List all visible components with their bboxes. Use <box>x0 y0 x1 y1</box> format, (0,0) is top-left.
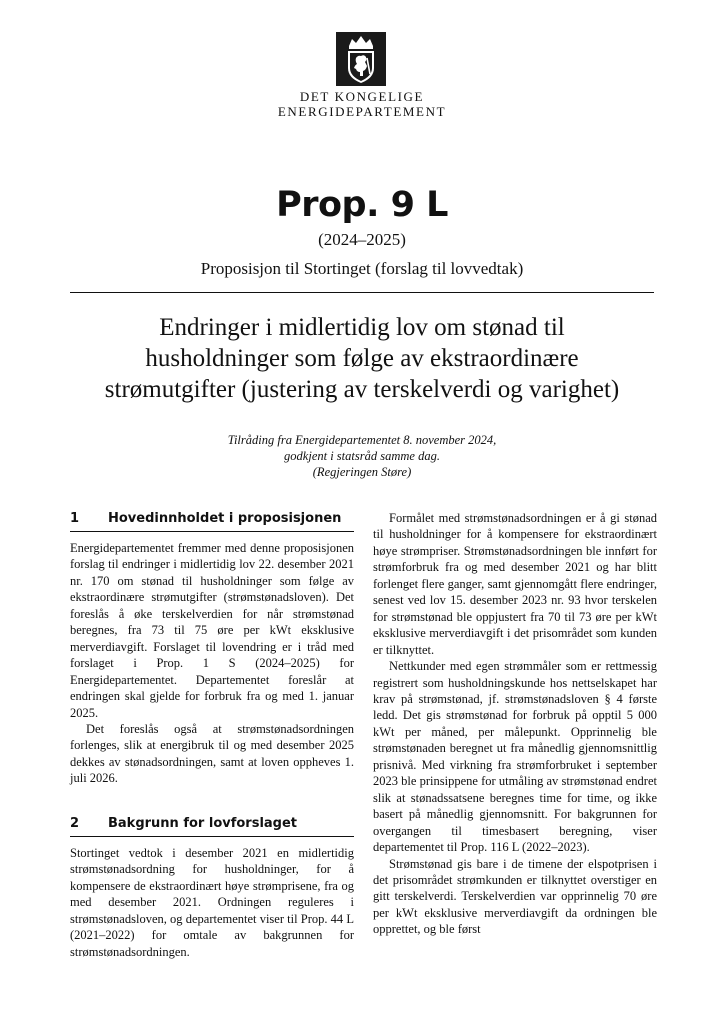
approval-line: Tilråding fra Energidepartementet 8. november 2024, <box>227 433 497 447</box>
paragraph: Strømstønad gis bare i de timene der elspotprisen i det prisområdet strømkunden er tilknyttet overstiger en gitt terskelverdi. Terskelverdien var opprinnelig 70 øre per kWt eksklusive merverdiavgift da ordningen ble opprettet, og ble først <box>373 856 657 937</box>
main-title-line: husholdninger som følge av ekstraordinære <box>145 345 579 372</box>
right-column <box>373 510 657 938</box>
section-number: 2 <box>70 815 80 831</box>
paragraph: Stortinget vedtok i desember 2021 en midlertidig strømstønadsordning for husholdninger, for å kompensere de ekstraordinært høye strømprisene, fra og med desember 2021. Ordningen reguleres i strømstønadsloven, og departementet viser til Prop. 44 L (2021–2022) for omtale av bakgrunnen for strømstønadsordningen. <box>70 845 354 959</box>
section-title: Bakgrunn for lovforslaget <box>108 815 298 831</box>
section-heading-1 <box>70 510 354 532</box>
section-title: Hovedinnholdet i proposisjonen <box>108 511 342 526</box>
approval-note <box>0 432 724 480</box>
paragraph: Formålet med strømstønadsordningen er å gi stønad til husholdninger for å kompensere for ekstraordinært høye strømpriser. Strømstønadsordningen ble innført for strømforbruk fra og med desember 2021 og har blitt forlenget flere ganger, samt gjennomgått flere endringer, senest ved lov 15. desember 2023 nr. 93 hvor terskelen for strømstønad ble oppjustert fra 70 til 73 øre per kWt eksklusive merverdiavgift i det prisområdet som kunden er tilknyttet. <box>373 511 657 657</box>
session-years: (2024–2025) <box>318 230 406 249</box>
paragraph: Det foreslås også at strømstønadsordningen forlenges, slik at energibruk til og med desember 2025 dekkes av stønadsordningen, samt at loven oppheves 1. juli 2026. <box>70 721 354 786</box>
proposition-type: Proposisjon til Stortinget (forslag til lovvedtak) <box>200 259 524 278</box>
approval-line: godkjent i statsråd samme dag. <box>284 449 440 463</box>
section-number: 1 <box>70 511 80 526</box>
paragraph: Energidepartementet fremmer med denne proposisjonen forslag til endringer i midlertidig lov 22. desember 2021 nr. 170 om stønad til husholdninger som følge av ekstraordinære strømutgifter (strømstønadsloven). Det foreslås å øke terskelverdien for når strømstønad beregnes, fra 73 til 75 øre per kWt eksklusive merverdiavgift. Forslaget til lovendring er i tråd med forslaget i Prop. 1 S (2024–2025) for Energidepartementet. Departementet foreslår at endringen skal gjelde for forbruk fra og med 1. januar 2025. <box>70 541 354 720</box>
main-title-line: strømutgifter (justering av terskelverdi og varighet) <box>104 376 620 403</box>
paragraph: Nettkunder med egen strømmåler som er rettmessig registrert som husholdningskunde hos nettselskapet har krav på strømstønad, jf. strømstønadsloven § 4 første ledd. Det gis strømstønad for forbruk på opptil 5 000 kWt per måned, per målepunkt. Opprinnelig ble strømstønaden beregnet ut fra månedlig gjennomsnittlig prisnivå. Med virkning fra strømforbruket i september 2023 ble prinsippene for utmåling av strømstønad endret slik at stønadssatsene beregnes time for time, og ikke basert på månedlig gjennomsnitt. For bakgrunnen for overgangen til timesbasert beregning, viser departementet til Prop. 116 L (2022–2023). <box>373 659 657 855</box>
approval-line: (Regjeringen Støre) <box>312 465 412 479</box>
norwegian-coat-of-arms-icon <box>336 32 386 86</box>
proposition-number: Prop. 9 L <box>276 185 448 225</box>
title-divider <box>70 292 654 293</box>
main-title <box>60 312 664 405</box>
main-title-line: Endringer i midlertidig lov om stønad til <box>159 314 565 341</box>
section-heading-2 <box>70 815 354 837</box>
department-name-line-1: DET KONGELIGE <box>299 89 425 104</box>
left-column <box>70 510 354 960</box>
department-name-line-2: ENERGIDEPARTEMENT <box>277 104 447 119</box>
